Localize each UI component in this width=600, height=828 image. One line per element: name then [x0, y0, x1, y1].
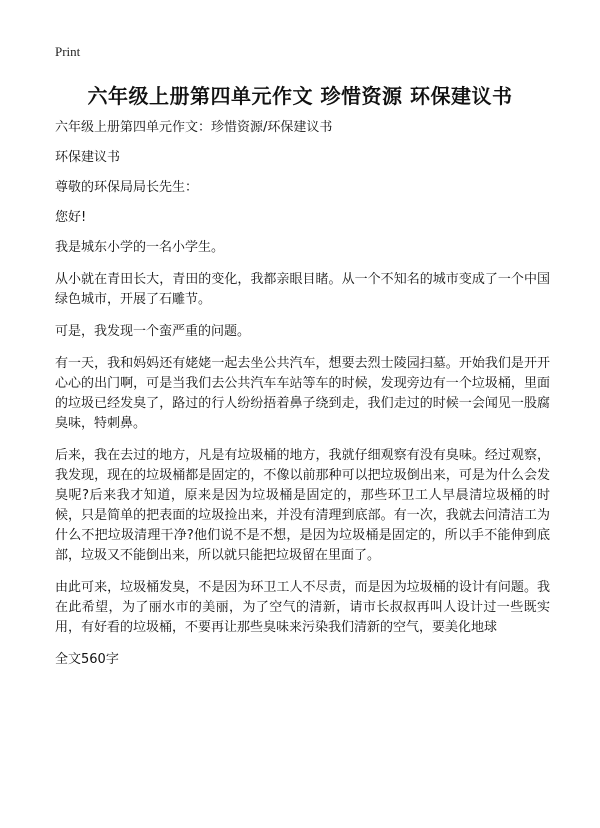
- paragraph: 我是城东小学的一名小学生。: [55, 240, 225, 255]
- letter-heading: 环保建议书: [55, 150, 121, 165]
- article-body: [55, 118, 550, 682]
- paragraph: 从小就在青田长大，青田的变化，我都亲眼目睹。从一个不知名的城市变成了一个中国绿色城市，开展了石雕节。: [55, 272, 550, 307]
- paragraph: 后来，我在去过的地方，凡是有垃圾桶的地方，我就仔细观察有没有臭味。经过观察，我发现，现在的垃圾桶都是固定的，不像以前那种可以把垃圾倒出来，可是为什么会发臭呢?后来我才知道，原来是因为垃圾桶是固定的，那些环卫工人早晨清垃圾桶的时候，只是简单的把表面的垃圾捡出来，并没有清理到底部。有一次，我就去问清洁工为什么不把垃圾清理干净?他们说不是不想，是因为垃圾桶是固定的，所以手不能伸到底部，垃圾又不能倒出来，所以就只能把垃圾留在里面了。: [55, 448, 550, 563]
- print-link[interactable]: Print: [55, 44, 81, 59]
- letter-salutation: 尊敬的环保局局长先生：: [55, 180, 199, 195]
- word-count: 全文560字: [55, 652, 119, 667]
- letter-greeting: 您好!: [55, 210, 87, 225]
- paragraph: 可是，我发现一个蛮严重的问题。: [55, 324, 251, 339]
- paragraph: 有一天，我和妈妈还有姥姥一起去坐公共汽车，想要去烈士陵园扫墓。开始我们是开开心心的出门啊，可是当我们去公共汽车车站等车的时候，发现旁边有一个垃圾桶，里面的垃圾已经发臭了，路过的行人纷纷捂着鼻子绕到走，我们走过的时候一会闻见一股腐臭味，特刺鼻。: [55, 356, 550, 431]
- article-subtitle: 六年级上册第四单元作文：珍惜资源/环保建议书: [55, 120, 333, 135]
- paragraph: 由此可来，垃圾桶发臭，不是因为环卫工人不尽责，而是因为垃圾桶的设计有问题。我在此希望，为了丽水市的美丽，为了空气的清新，请市长叔叔再叫人设计过一些既实用，有好看的垃圾桶，不要再让那些臭味来污染我们清新的空气，要美化地球: [55, 580, 550, 635]
- page-title: 六年级上册第四单元作文 珍惜资源 环保建议书: [87, 84, 513, 108]
